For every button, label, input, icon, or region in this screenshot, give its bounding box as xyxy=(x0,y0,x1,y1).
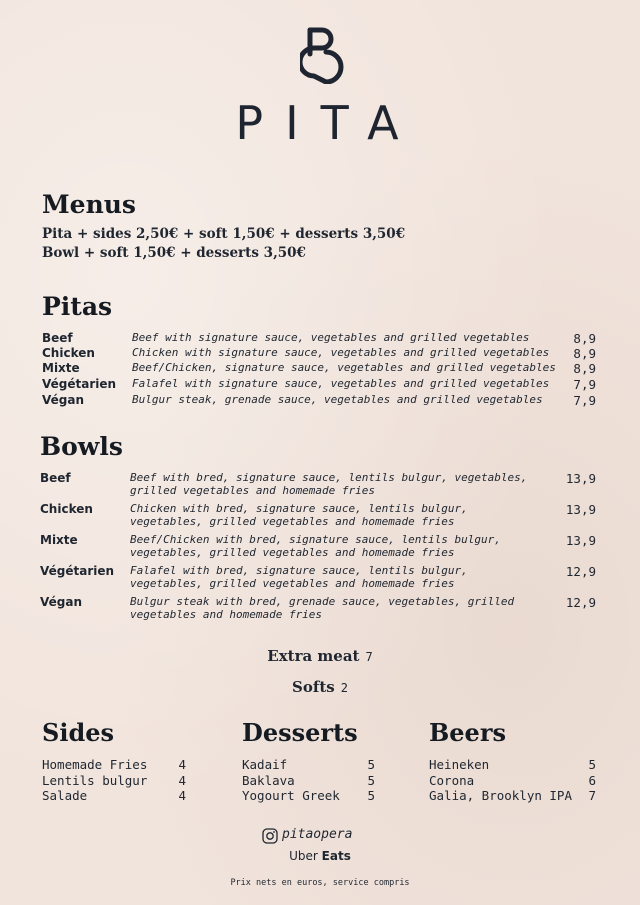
instagram-handle: pitaopera xyxy=(282,827,353,842)
menus-heading: Menus xyxy=(42,190,137,219)
pita-logo-icon xyxy=(300,26,346,84)
item-description: Falafel with signature sauce, vegetables and grilled vegetables xyxy=(132,377,550,390)
footer-note: Prix nets en euros, service compris xyxy=(230,878,410,888)
item-name: Chicken xyxy=(40,502,93,516)
list-item: Homemade Fries 4 xyxy=(42,757,186,772)
item-price: 13,9 xyxy=(565,533,596,548)
item-name: Mixte xyxy=(42,361,80,375)
uber-eats-logo[interactable]: Uber Eats xyxy=(289,849,351,863)
beers-list xyxy=(429,757,596,804)
list-item: Baklava 5 xyxy=(242,772,375,788)
item-name: Chicken xyxy=(42,346,95,360)
desserts-list xyxy=(242,757,375,804)
item-description: Chicken with bred, signature sauce, lentils bulgur, vegetables, grilled vegetables and homemade fries xyxy=(130,502,468,528)
list-item: Yogourt Greek 5 xyxy=(242,788,375,803)
item-name: Mixte xyxy=(40,533,78,547)
item-description: Beef/Chicken with bred, signature sauce, lentils bulgur, vegetables, grilled vegetables and homemade fries xyxy=(130,533,501,559)
brand-name: PITA xyxy=(235,96,421,150)
extra-meat xyxy=(0,647,640,665)
sides-heading: Sides xyxy=(42,718,115,747)
item-description: Beef with bred, signature sauce, lentils bulgur, vegetables, grilled vegetables and homemade fries xyxy=(130,471,528,497)
item-price: 7,9 xyxy=(573,377,596,392)
item-price: 12,9 xyxy=(565,564,596,579)
item-name: Beef xyxy=(40,471,71,485)
item-description: Bulgur steak, grenade sauce, vegetables and grilled vegetables xyxy=(132,393,543,406)
list-item: Galia, Brooklyn IPA 7 xyxy=(429,788,596,803)
item-description: Beef/Chicken, signature sauce, vegetables and grilled vegetables xyxy=(132,361,556,374)
item-description: Chicken with signature sauce, vegetables and grilled vegetables xyxy=(132,346,550,359)
list-item: Kadaif 5 xyxy=(242,757,375,772)
beers-heading: Beers xyxy=(429,718,506,747)
item-price: 13,9 xyxy=(565,502,596,517)
item-price: 12,9 xyxy=(565,595,596,610)
instagram-icon xyxy=(262,828,278,844)
list-item: Heineken 5 xyxy=(429,757,596,772)
menu-bowl-formula: Bowl + soft 1,50€ + desserts 3,50€ xyxy=(42,245,306,261)
extra-meat-price: 7 xyxy=(365,650,373,664)
item-name: Végétarien xyxy=(40,564,115,578)
item-price: 8,9 xyxy=(573,361,596,376)
item-name: Végan xyxy=(42,393,84,407)
desserts-heading: Desserts xyxy=(242,718,358,747)
item-description: Bulgur steak with bred, grenade sauce, vegetables, grilled vegetables and homemade fries xyxy=(130,595,515,621)
extra-meat-label: Extra meat xyxy=(267,647,360,665)
sides-list xyxy=(42,757,186,804)
list-item: Salade 4 xyxy=(42,788,186,803)
item-name: Beef xyxy=(42,331,73,345)
item-price: 7,9 xyxy=(573,393,596,408)
item-name: Végan xyxy=(40,595,82,609)
item-price: 8,9 xyxy=(573,346,596,361)
softs-label: Softs xyxy=(292,678,335,696)
softs xyxy=(0,678,640,696)
softs-price: 2 xyxy=(340,681,348,695)
bowls-heading: Bowls xyxy=(40,432,123,461)
menu-pita-formula: Pita + sides 2,50€ + soft 1,50€ + desserts 3,50€ xyxy=(42,226,406,242)
item-name: Végétarien xyxy=(42,377,117,391)
list-item: Lentils bulgur 4 xyxy=(42,772,186,788)
item-price: 8,9 xyxy=(573,331,596,346)
item-price: 13,9 xyxy=(565,471,596,486)
list-item: Corona 6 xyxy=(429,772,596,788)
instagram-link[interactable] xyxy=(262,827,392,845)
item-description: Beef with signature sauce, vegetables and grilled vegetables xyxy=(132,331,530,344)
pitas-heading: Pitas xyxy=(42,292,113,321)
item-description: Falafel with bred, signature sauce, lentils bulgur, vegetables, grilled vegetables and homemade fries xyxy=(130,564,468,590)
